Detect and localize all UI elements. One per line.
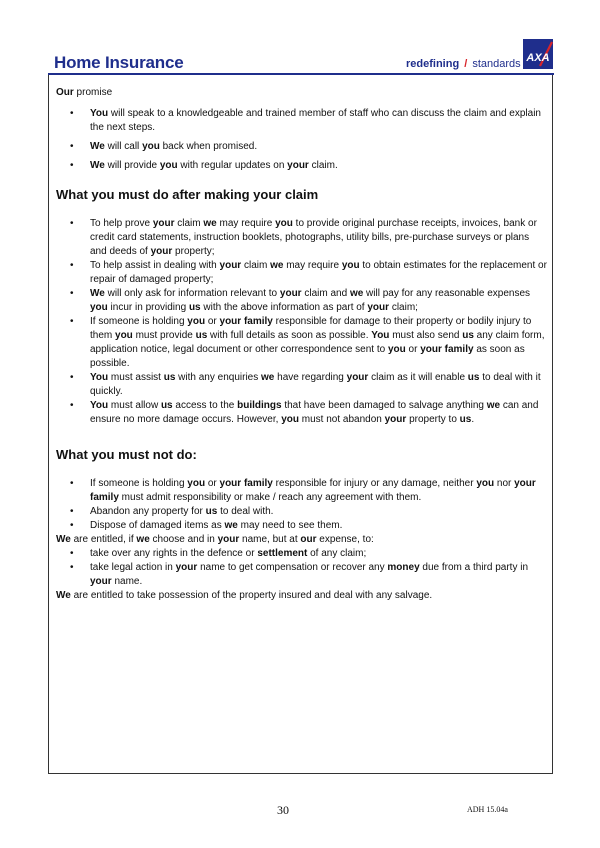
- after-claim-item: • To help assist in dealing with your claim we may require you to obtain estimates for the replacement or repair of damaged property;: [56, 259, 548, 287]
- logo-text: AXA: [526, 52, 550, 64]
- entitled-item: • take legal action in your name to get compensation or recover any money due from a third party in your name.: [56, 561, 548, 589]
- must-not-item: • Abandon any property for us to deal with.: [56, 505, 548, 519]
- after-claim-item: • To help prove your claim we may require you to provide original purchase receipts, invoices, bank or credit card statements, instruction booklets, photographs, utility bills, pre-purchase surveys or plans and deeds of your property;: [56, 217, 548, 259]
- page-title: Home Insurance: [54, 53, 184, 72]
- promise-item: • You will speak to a knowledgeable and trained member of staff who can discuss the claim and explain the next steps.: [56, 107, 548, 135]
- after-claim-list: [56, 217, 548, 427]
- salvage-text: We are entitled to take possession of the property insured and deal with any salvage.: [56, 590, 433, 601]
- entitled-item: • take over any rights in the defence or settlement of any claim;: [56, 547, 548, 561]
- page-number: 30: [277, 803, 289, 817]
- after-claim-item: • We will only ask for information relevant to your claim and we will pay for any reasonable expenses you incur in providing us with the above information as part of your claim;: [56, 287, 548, 315]
- promise-item: • We will provide you with regular updates on your claim.: [56, 159, 548, 173]
- must-not-item: • If someone is holding you or your family responsible for injury or any damage, neither you nor your family must admit responsibility or make / reach any agreement with them.: [56, 477, 548, 505]
- after-claim-item: • You must assist us with any enquiries we have regarding your claim as it will enable us to deal with it quickly.: [56, 371, 548, 399]
- must-not-list: [56, 477, 548, 533]
- tagline-slash: /: [464, 58, 468, 70]
- promise-heading: Our promise: [56, 87, 113, 98]
- promise-list: [56, 107, 548, 173]
- brand-tagline: [406, 58, 521, 70]
- document-code: ADH 15.04a: [467, 805, 508, 814]
- must-not-item: • Dispose of damaged items as we may need to see them.: [56, 519, 548, 533]
- promise-item: • We will call you back when promised.: [56, 140, 548, 154]
- entitled-intro: We are entitled, if we choose and in your name, but at our expense, to:: [56, 534, 374, 545]
- axa-logo: [523, 39, 553, 69]
- after-claim-item: • You must allow us access to the buildings that have been damaged to salvage anything we can and ensure no more damage occurs. However, you must not abandon your property to us.: [56, 399, 548, 427]
- content: [56, 86, 548, 603]
- must-not-heading: What you must not do:: [56, 447, 197, 462]
- entitled-list: [56, 547, 548, 589]
- tagline-part2: standards: [472, 58, 521, 70]
- tagline-part1: redefining: [406, 58, 460, 70]
- after-claim-heading: What you must do after making your claim: [56, 187, 319, 202]
- after-claim-item: • If someone is holding you or your family responsible for damage to their property or bodily injury to them you must provide us with full details as soon as possible. You must also send us any claim form, application notice, legal document or other correspondence sent to you or your family as soon as possible.: [56, 315, 548, 371]
